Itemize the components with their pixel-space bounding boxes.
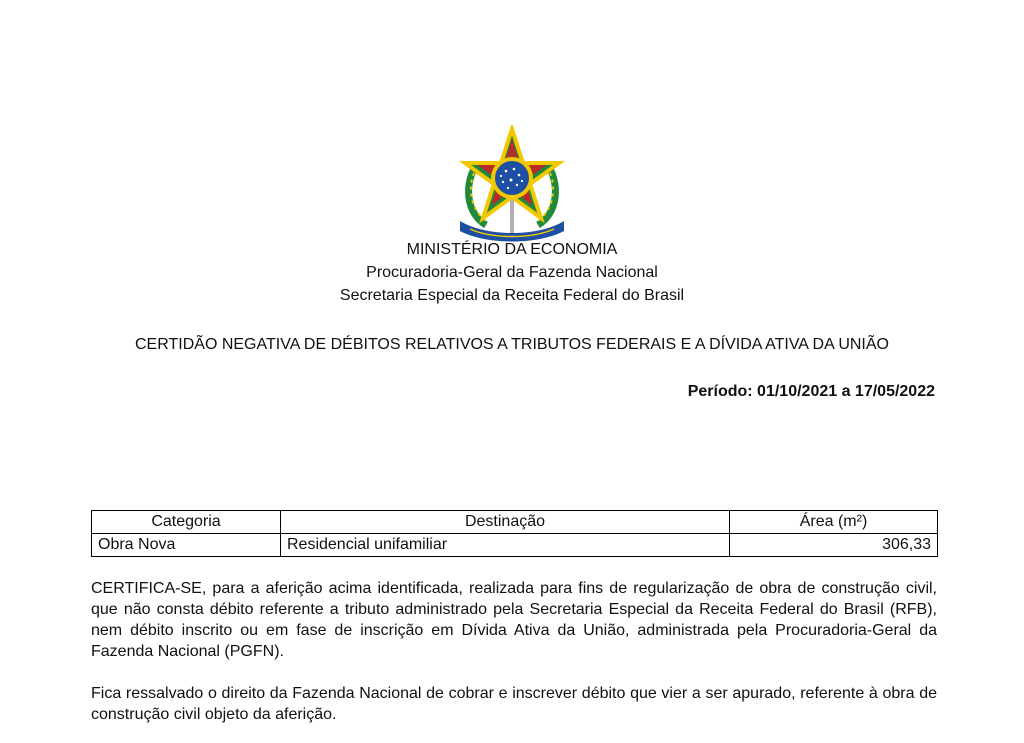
construction-table xyxy=(91,510,938,557)
issuer-header xyxy=(0,238,1024,307)
reservation-paragraph: Fica ressalvado o direito da Fazenda Nacional de cobrar e inscrever débito que vier a ser apurado, referente à obra de construção civil objeto da aferição. xyxy=(91,685,937,723)
cell-categoria: Obra Nova xyxy=(92,534,281,557)
table-row xyxy=(92,534,938,557)
header-area: Área (m²) xyxy=(730,511,938,534)
period-label: Período: 01/10/2021 a 17/05/2022 xyxy=(687,383,935,400)
rfb-name: Secretaria Especial da Receita Federal do Brasil xyxy=(339,287,685,304)
table-header-row xyxy=(92,511,938,534)
certification-paragraph: CERTIFICA-SE, para a aferição acima identificada, realizada para fins de regularização de obra de construção civil, que não consta débito referente a tributo administrado pela Secretaria Especial da Receita Federal do Brasil (RFB), nem débito inscrito ou em fase de inscrição em Dívida Ativa da União, administrada pela Procuradoria-Geral da Fazenda Nacional (PGFN). xyxy=(91,580,937,660)
ministry-name: MINISTÉRIO DA ECONOMIA xyxy=(406,241,618,258)
cell-area: 306,33 xyxy=(730,534,938,557)
certificate-title: CERTIDÃO NEGATIVA DE DÉBITOS RELATIVOS A TRIBUTOS FEDERAIS E A DÍVIDA ATIVA DA UNIÃO xyxy=(135,336,889,353)
coat-of-arms-logo xyxy=(456,125,568,243)
cell-destinacao: Residencial unifamiliar xyxy=(281,534,730,557)
pgfn-name: Procuradoria-Geral da Fazenda Nacional xyxy=(366,264,658,281)
header-categoria: Categoria xyxy=(92,511,281,534)
header-destinacao: Destinação xyxy=(281,511,730,534)
